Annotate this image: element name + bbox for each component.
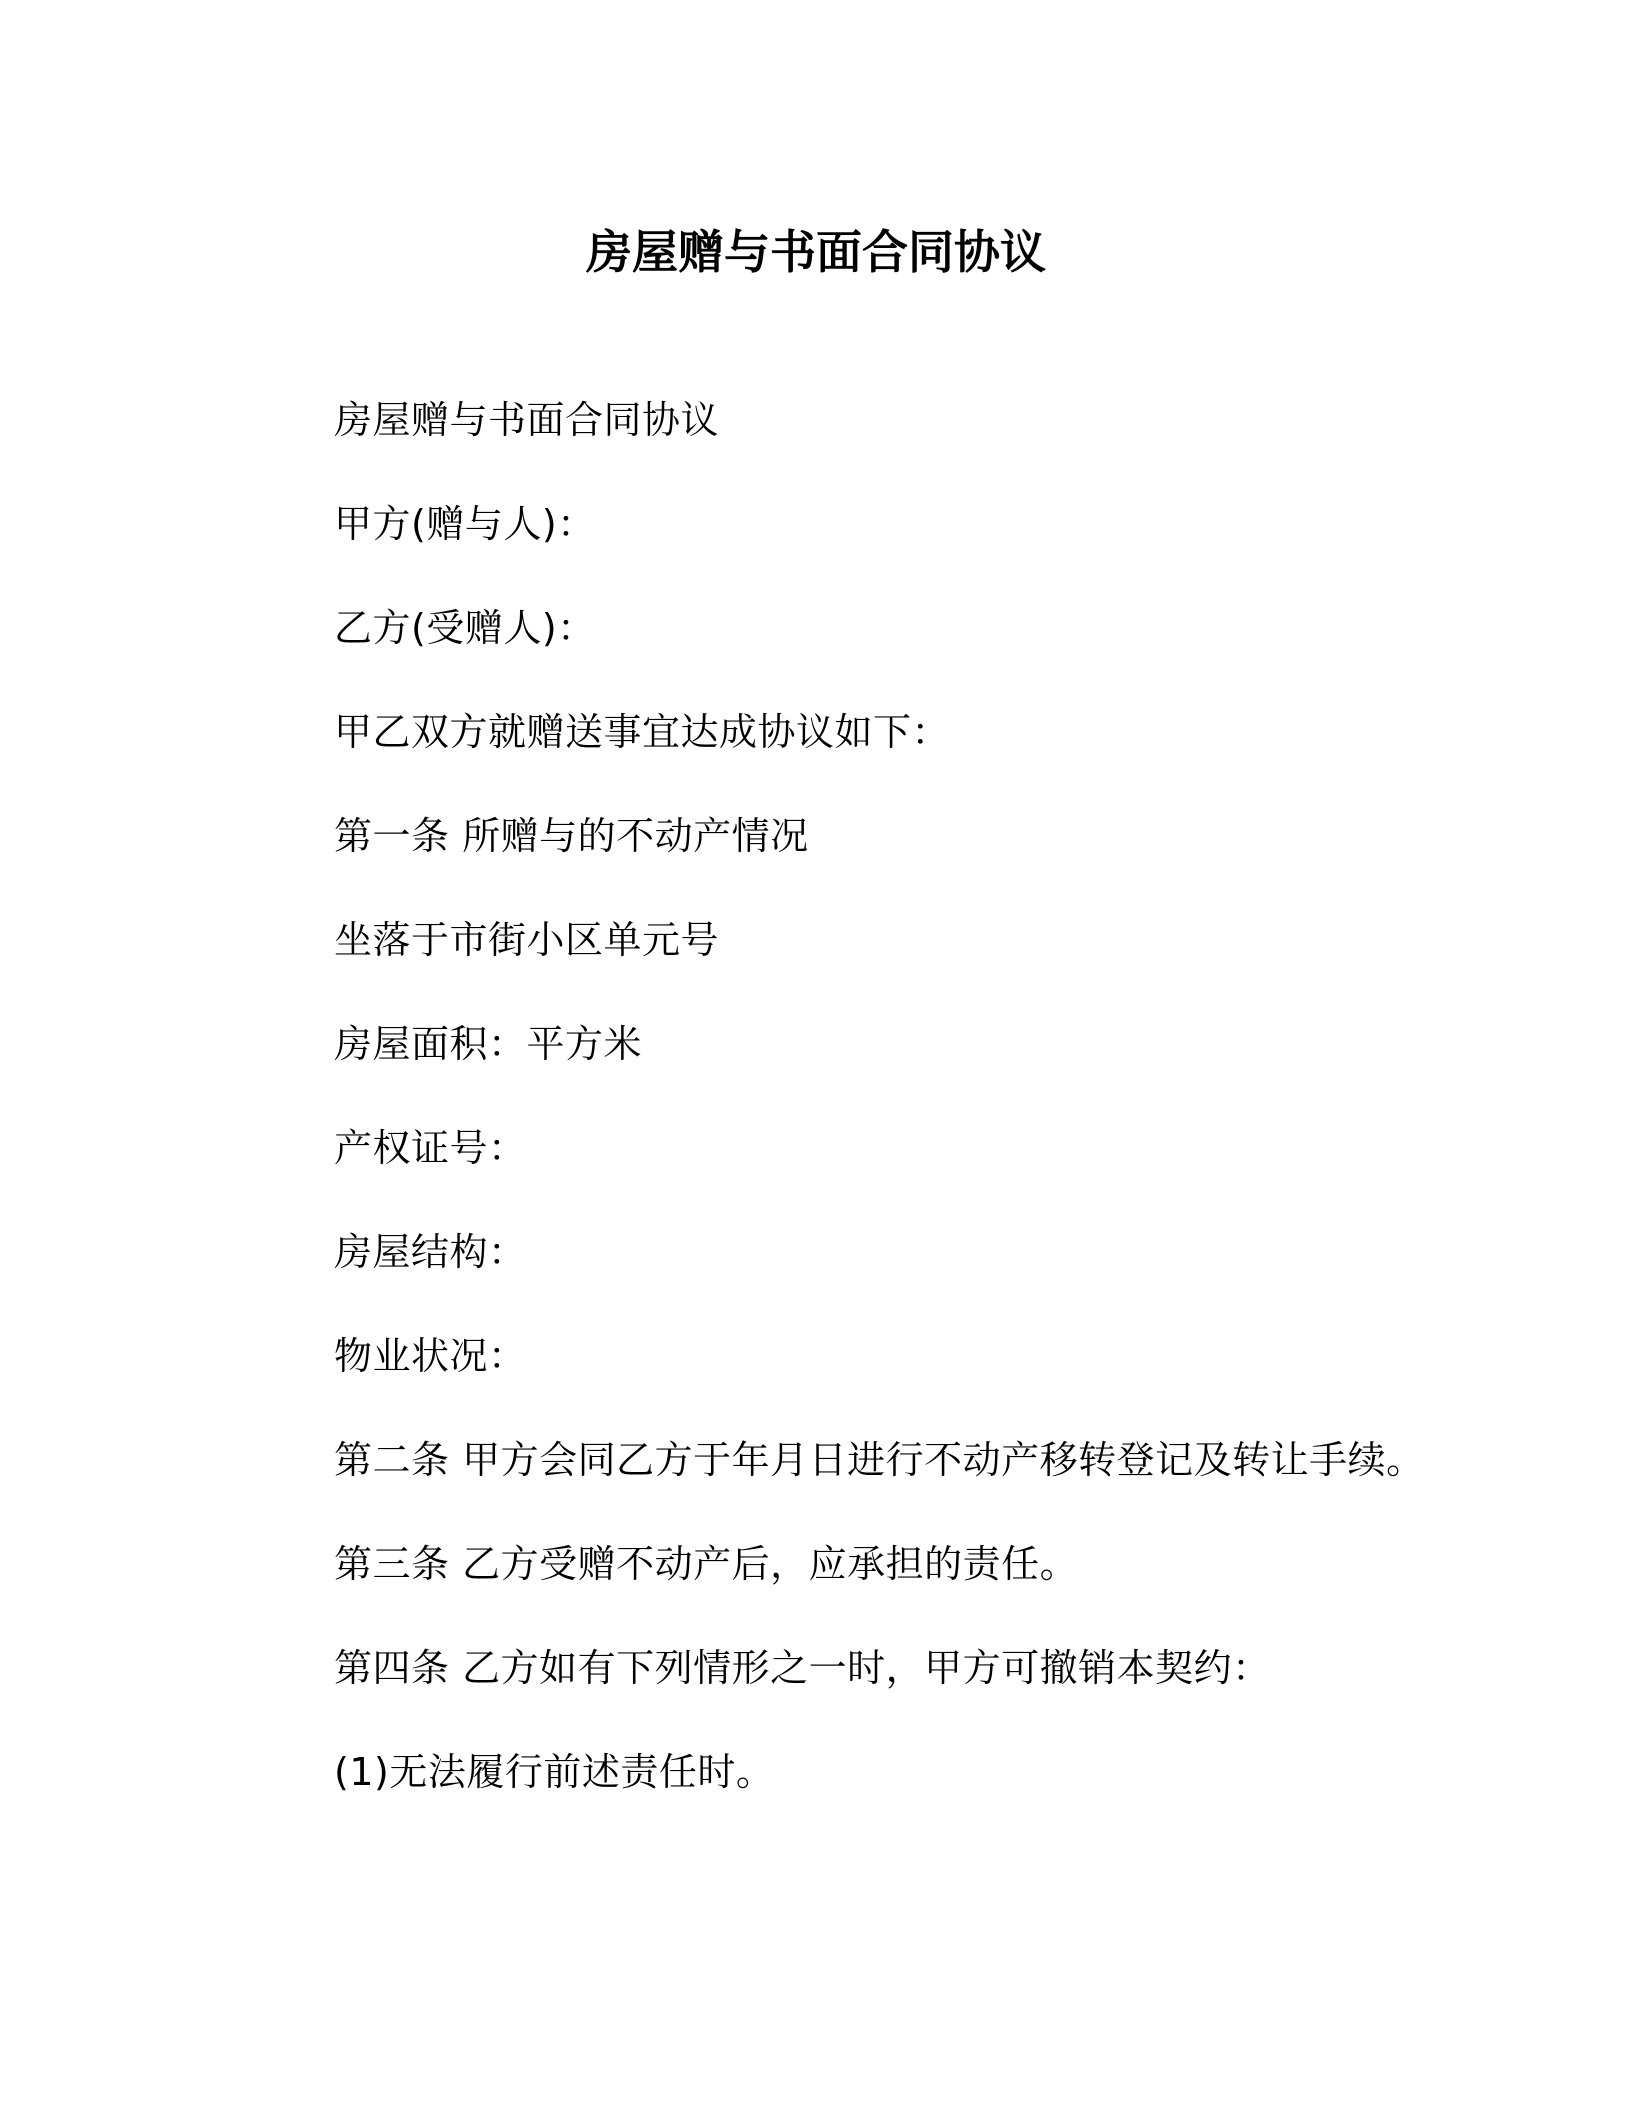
property-condition-line: 物业状况：	[334, 1334, 527, 1378]
property-structure-line: 房屋结构：	[334, 1230, 527, 1274]
agreement-intro-line: 甲乙双方就赠送事宜达成协议如下：	[334, 710, 951, 754]
article-3-line: 第三条 乙方受赠不动产后，应承担的责任。	[334, 1542, 1079, 1586]
article-1-heading: 第一条 所赠与的不动产情况	[334, 814, 809, 858]
article-4-line: 第四条 乙方如有下列情形之一时，甲方可撤销本契约：	[334, 1646, 1271, 1690]
party-a-line: 甲方(赠与人)：	[334, 502, 596, 546]
document-title: 房屋赠与书面合同协议	[586, 225, 1046, 279]
property-area-line: 房屋面积：平方米	[334, 1022, 643, 1066]
article-2-line: 第二条 甲方会同乙方于年月日进行不动产移转登记及转让手续。	[334, 1438, 1425, 1482]
party-b-line: 乙方(受赠人)：	[334, 606, 596, 650]
doc-subtitle-line: 房屋赠与书面合同协议	[334, 398, 720, 442]
article-4-item-1-line: (1)无法履行前述责任时。	[334, 1750, 775, 1794]
property-certificate-line: 产权证号：	[334, 1126, 527, 1170]
document-body	[334, 390, 1434, 1846]
property-location-line: 坐落于市街小区单元号	[334, 918, 720, 962]
